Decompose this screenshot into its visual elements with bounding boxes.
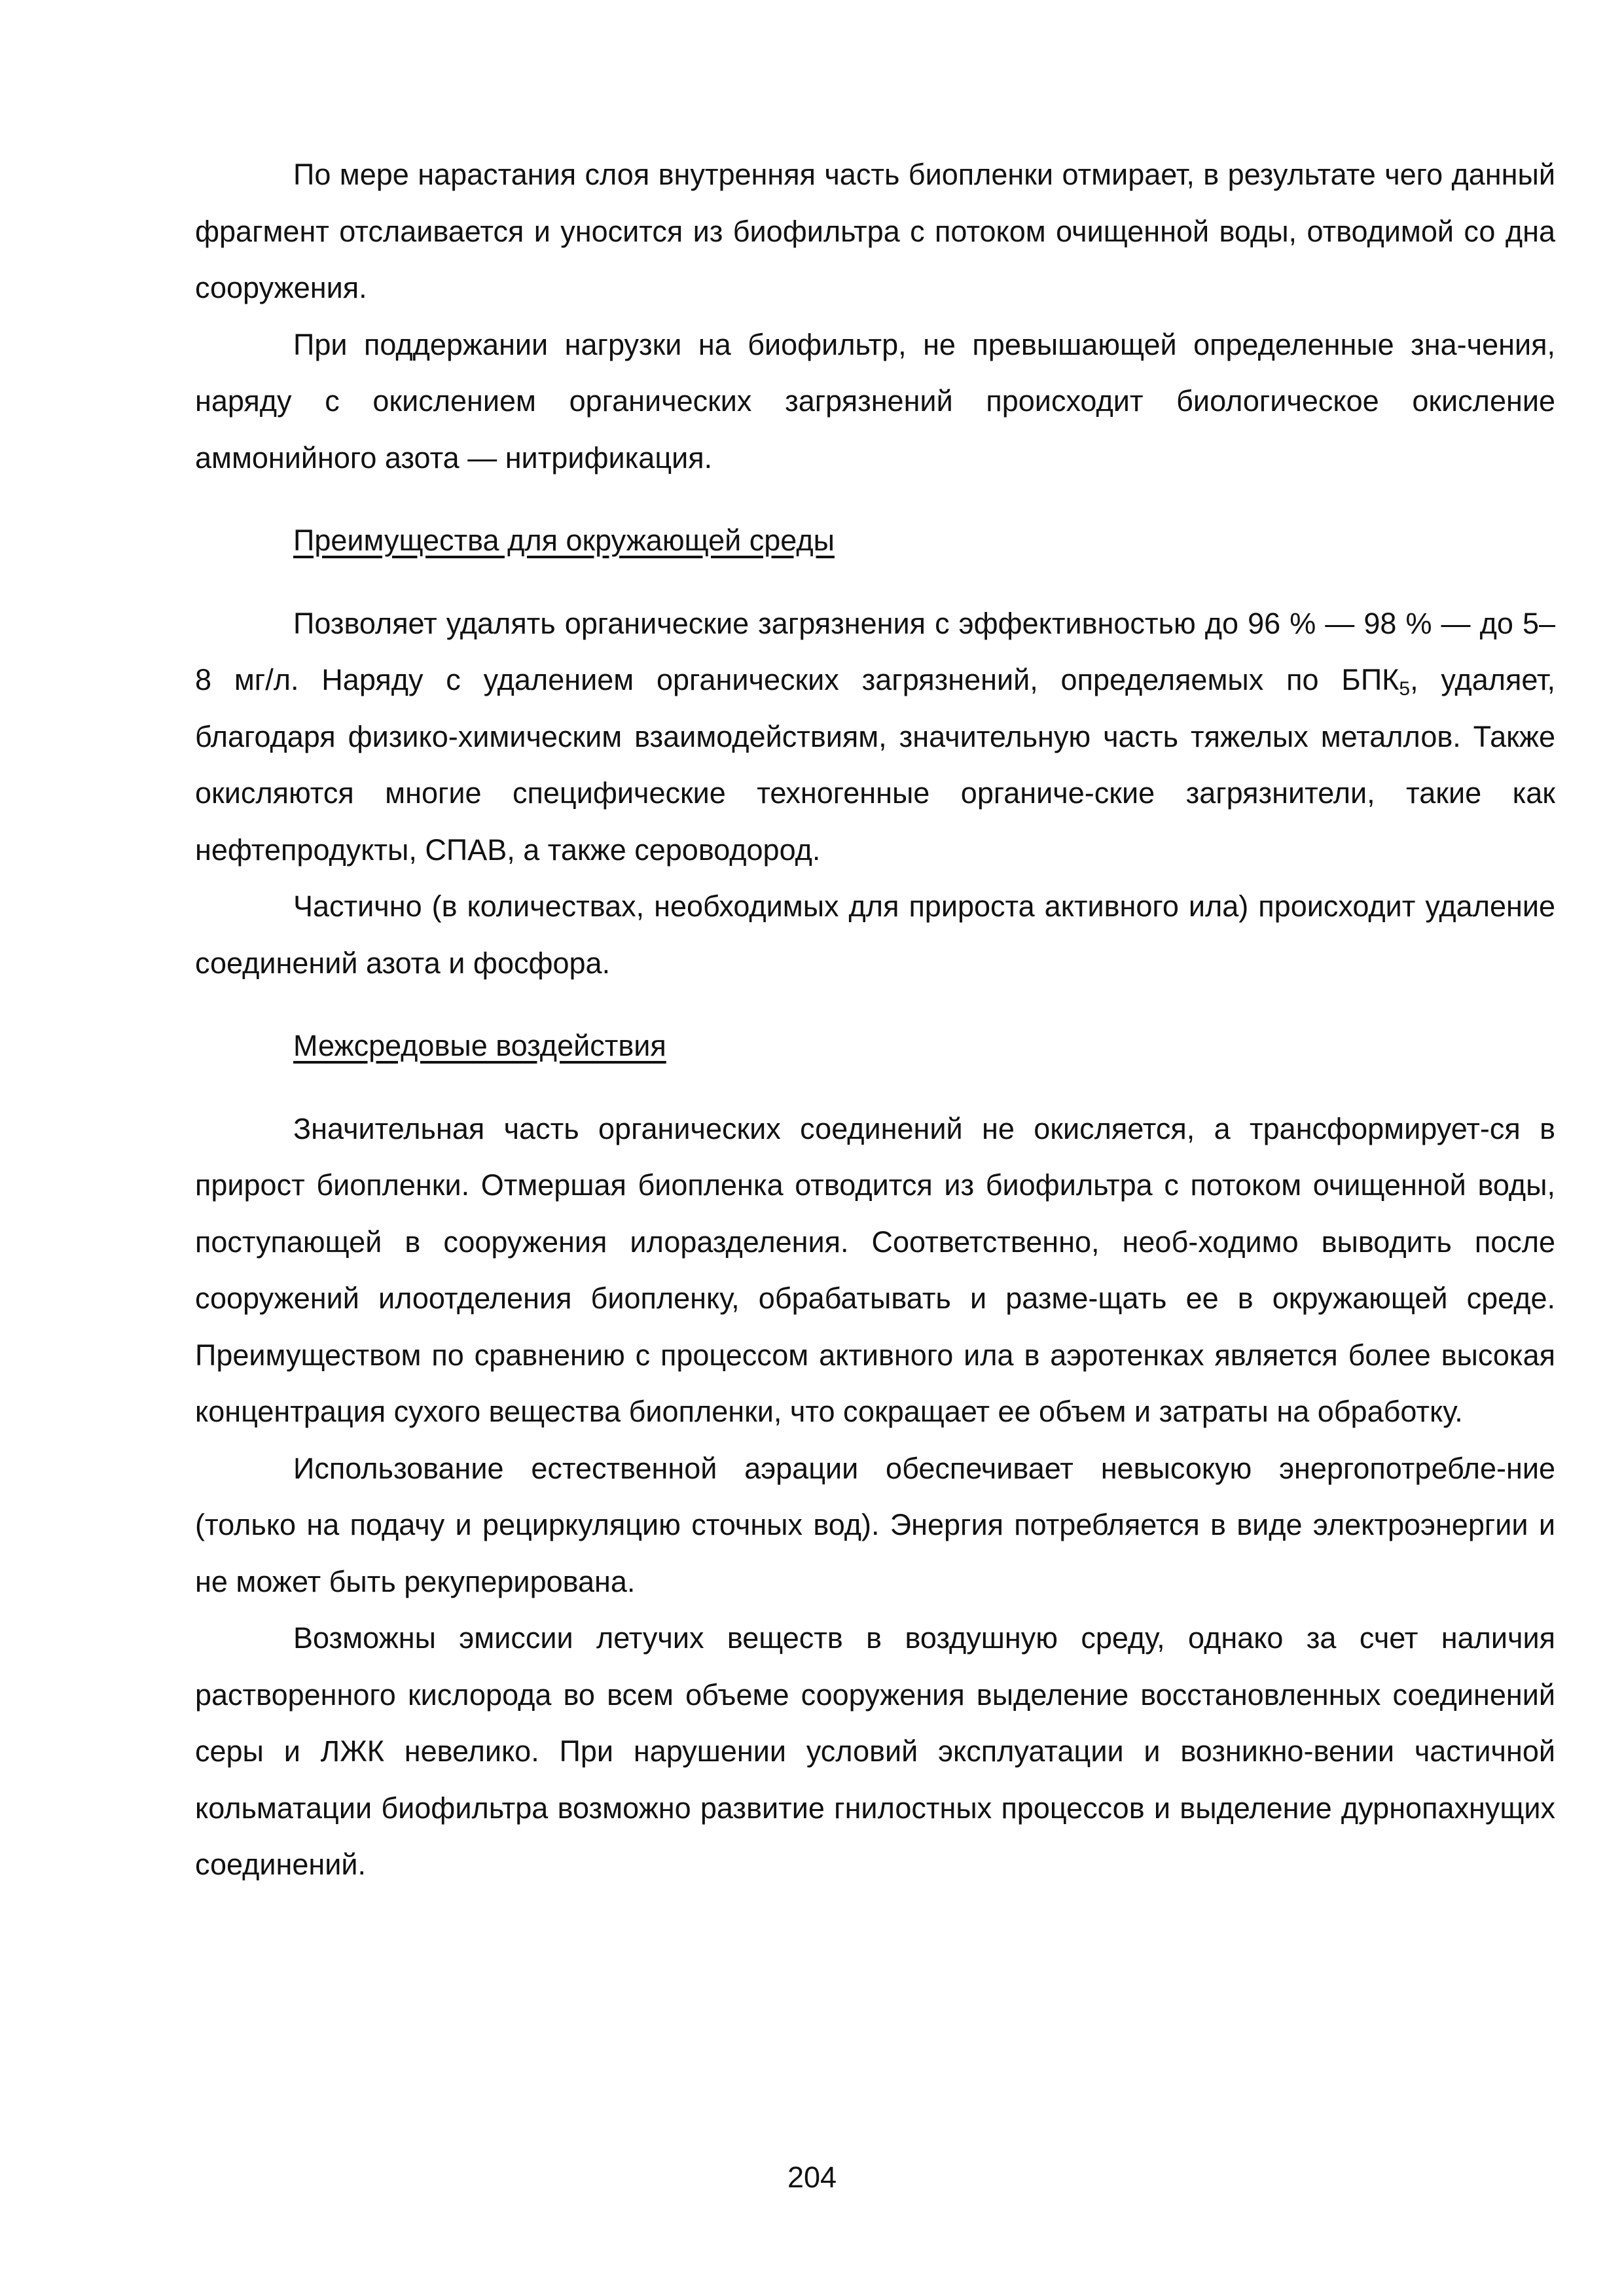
paragraph-nitrogen-phosphorus: Частично (в количествах, необходимых для прироста активного ила) происходит удаление соединений азота и фосфора. [195,889,1555,980]
paragraph-biofilm-detachment: По мере нарастания слоя внутренняя часть биопленки отмирает, в результате чего данный фрагмент отслаивается и уносится из биофильтра с потоком очищенной воды, отводимой со дна сооружения. [195,158,1555,304]
page-content [195,147,1555,1893]
paragraph-natural-aeration: Использование естественной аэрации обеспечивает невысокую энергопотребле-ние (только на подачу и рециркуляцию сточных вод). Энергия потребляется в виде электроэнергии и не может быть рекуперирована. [195,1451,1555,1598]
paragraph-biofilm-growth: Значительная часть органических соединений не окисляется, а трансформирует-ся в прирост биопленки. Отмершая биопленка отводится из биофильтра с потоком очищенной воды, поступающей в сооружения илоразделения. Соответственно, необ-ходимо выводить после сооружений илоотделения биопленку, обрабатывать и разме-щать ее в окружающей среде. Преимуществом по сравнению с процессом активного ила в аэротенках является более высокая концентрация сухого вещества биопленки, что сокращает ее объем и затраты на обработку. [195,1111,1555,1428]
bpk-subscript: 5 [1399,678,1411,700]
section-heading-benefits: Преимущества для окружающей среды [293,524,835,557]
page-number: 204 [787,2161,837,2194]
removal-text-part1: Позволяет удалять органические загрязнения с эффективностью до 96 % — 98 % — до 5–8 мг/л. Наряду с удалением органических загрязнений, определяемых по БПК [195,606,1555,696]
paragraph-removal-efficiency [195,596,1555,879]
removal-text-part2: , удаляет, благодаря физико-химическим взаимодействиям, значительную часть тяжелых металлов. Также окисляются многие специфические техногенные органиче-ские загрязнители, такие как нефтепродукты, СПАВ, а также сероводород. [195,663,1556,867]
paragraph-nitrification: При поддержании нагрузки на биофильтр, не превышающей определенные зна-чения, наряду с окислением органических загрязнений происходит биологическое окисление аммонийного азота — нитрификация. [195,327,1555,475]
section-heading-cross-media: Межсредовые воздействия [293,1029,666,1062]
paragraph-emissions: Возможны эмиссии летучих веществ в воздушную среду, однако за счет наличия растворенного кислорода во всем объеме сооружения выделение восстановленных соединений серы и ЛЖК невелико. При нарушении условий эксплуатации и возникно-вении частичной кольматации биофильтра возможно развитие гнилостных процессов и выделение дурнопахнущих соединений. [195,1621,1555,1881]
